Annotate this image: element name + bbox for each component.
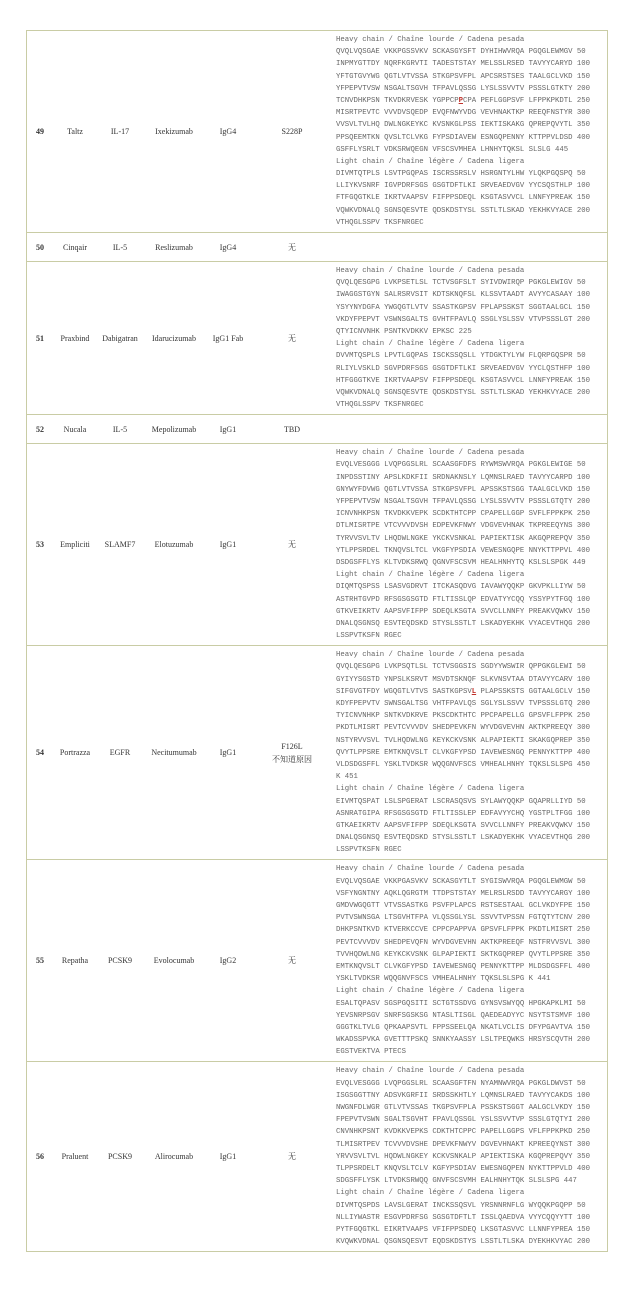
sequence-line: GTKVEIKRTV AAPSVFIFPP SDEQLKSGTA SVVCLLNNFY PREAKVQWKV 150 xyxy=(336,607,590,616)
sequence-line: TYRVVSVLTV LHQDWLNGKE YKCKVSNKAL PAPIEKTISK AKGQPREPQV 350 xyxy=(336,534,590,543)
sequence-line: QVQLQESGPG LVKPSQTLSL TCTVSGGSIS SGDYYWSWIR QPPGKGLEWI 50 xyxy=(336,663,586,672)
sequence-line: VTHQGLSSPV TKSFNRGEC xyxy=(336,218,424,227)
sequence-line: VVSVLTVLHQ DWLNGKEYKC KVSNKGLPSS IEKTISKAKG QPREPQVYTL 350 xyxy=(336,121,590,130)
drug-name: Reslizumab xyxy=(143,233,205,262)
sequence-line: PYTFGQGTKL EIKRTVAAPS VFIFPPSDEQ LKSGTASVVC LLNNFYPREA 150 xyxy=(336,1225,590,1234)
mutation-note xyxy=(251,233,333,262)
brand-name: Empliciti xyxy=(53,444,97,646)
sequence-line: IWAGGSTGYN SALRSRVSIT KDTSKNQFSL KLSSVTAADT AVYYCASAAY 100 xyxy=(336,291,590,300)
drug-name: Evolocumab xyxy=(143,860,205,1062)
drug-name: Alirocumab xyxy=(143,1062,205,1252)
sequence-line: KVQWKVDNAL QSGNSQESVT EQDSKDSTYS LSSTLTLSKA DYEKHKVYAC 200 xyxy=(336,1238,590,1247)
chain-header: Heavy chain / Chaîne lourde / Cadena pesada xyxy=(336,651,525,660)
brand-name: Taltz xyxy=(53,31,97,233)
chain-header: Light chain / Chaîne légère / Cadena ligera xyxy=(336,340,525,349)
sequence-line: CNVNHKPSNT KVDKKVEPKS CDKTHTCPPC PAPELLGGPS VFLFPPKPKD 250 xyxy=(336,1128,590,1137)
sequence-line: DHKPSNTKVD KTVERKCCVE CPPCPAPPVA GPSVFLFPPK PKDTLMISRT 250 xyxy=(336,926,590,935)
sequence-line: EVQLVESGGG LVQPGGSLRL SCAASGFDFS RYWMSWVRQA PGKGLEWIGE 50 xyxy=(336,461,586,470)
sequence-line: YFPEPVTVSW NSGALTSGVH TFPAVLQSSG LYSLSSVVTV PSSSLGTKTY 200 xyxy=(336,84,590,93)
brand-name: Praxbind xyxy=(53,262,97,415)
drug-name: Ixekizumab xyxy=(143,31,205,233)
chain-header: Heavy chain / Chaîne lourde / Cadena pesada xyxy=(336,449,525,458)
table-row xyxy=(27,444,608,646)
note-line: 无 xyxy=(288,956,296,966)
sequence-line: VQWKVDNALQ SGNSQESVTE QDSKDSTYSL SSTLTLSKAD YEKHKVYACE 200 xyxy=(336,206,590,215)
sequence-line: NSTYRVVSVL TVLHQDWLNG KEYKCKVSNK ALPAPIEKTI SKAKGQPREP 350 xyxy=(336,736,590,745)
sequence-line: FTFGQGTKLE IKRTVAAPSV FIFPPSDEQL KSGTASVVCL LNNFYPREAK 150 xyxy=(336,194,590,203)
sequence-cell xyxy=(333,233,608,262)
sequence-line: VKDYFPEPVT VSWNSGALTS GVHTFPAVLQ SSGLYSLSSV VTVPSSSLGT 200 xyxy=(336,315,590,324)
chain-header: Light chain / Chaîne légère / Cadena ligera xyxy=(336,157,525,166)
antibody-type: IgG1 xyxy=(205,646,251,860)
mutation-note xyxy=(251,1062,333,1252)
sequence-line: ICNVNHKPSN TKVDKKVEPK SCDKTHTCPP CPAPELLGGP SVFLFPPKPK 250 xyxy=(336,510,590,519)
sequence-line: GSFFLYSRLT VDKSRWQEGN VFSCSVMHEA LHNHYTQKSL SLSLG 445 xyxy=(336,145,569,154)
sequence-line: YFPEPVTVSW NSGALTSGVH TFPAVLQSSG LYSLSSVVTV PSSSLGTQTY 200 xyxy=(336,498,590,506)
drug-name: Elotuzumab xyxy=(143,444,205,646)
mutation-note xyxy=(251,444,333,646)
antibody-type: IgG2 xyxy=(205,860,251,1062)
antibody-type: IgG1 xyxy=(205,1062,251,1252)
row-number: 51 xyxy=(27,262,54,415)
sequence-line: ESALTQPASV SGSPGQSITI SCTGTSSDVG GYNSVSWYQQ HPGKAPKLMI 50 xyxy=(336,999,586,1008)
sequence-line: PPSQEEMTKN QVSLTCLVKG FYPSDIAVEW ESNGQPENNY KTTPPVLDSD 400 xyxy=(336,133,590,142)
sequence-line: GMDVWGQGTT VTVSSASTKG PSVFPLAPCS RSTSESTAAL GCLVKDYFPE 150 xyxy=(336,902,590,910)
sequence-cell xyxy=(333,1062,608,1252)
target: PCSK9 xyxy=(97,1062,143,1252)
sequence-line: VLDSDGSFFL YSKLTVDKSR WQQGNVFSCS VMHEALHNHY TQKSLSLSPG 450 xyxy=(336,760,590,769)
target: EGFR xyxy=(97,646,143,860)
sequence-line: ISGSGGTTNY ADSVKGRFII SRDSSKHTLY LQMNSLRAED TAVYYCAKDS 100 xyxy=(336,1091,590,1100)
sequence-line: DNALQSGNSQ ESVTEQDSKD STYSLSSTLT LSKADYEKHK VYACEVTHQG 200 xyxy=(336,619,590,628)
brand-name: Nucala xyxy=(53,415,97,444)
sequence-line: DTLMISRTPE VTCVVVDVSH EDPEVKFNWY VDGVEVHNAK TKPREEQYNS 300 xyxy=(336,522,590,531)
table-row xyxy=(27,860,608,1062)
sequence-line: YFTGTGVYWG QGTLVTVSSA STKGPSVFPL APCSRSTSES TAALGCLVKD 150 xyxy=(336,72,590,81)
sequence-line: KDYFPEPVTV SWNSGALTSG VHTFPAVLQS SGLYSLSSVV TVPSSSLGTQ 200 xyxy=(336,700,590,708)
mutation-note xyxy=(251,415,333,444)
sequence-line: QTYICNVNHK PSNTKVDKKV EPKSC 225 xyxy=(336,327,472,336)
sequence-line: EVQLVQSGAE VKKPGASVKV SCKASGYTLT SYGISWVRQA PGQGLEWMGW 50 xyxy=(336,877,586,886)
brand-name: Cinqair xyxy=(53,233,97,262)
sequence-line: LSSPVTKSFN RGEC xyxy=(336,846,402,855)
drug-name: Idarucizumab xyxy=(143,262,205,415)
note-line: TBD xyxy=(284,424,300,434)
chain-header: Heavy chain / Chaîne lourde / Cadena pesada xyxy=(336,267,525,275)
note-line: 无 xyxy=(288,242,296,252)
table-row xyxy=(27,415,608,444)
table-row xyxy=(27,233,608,262)
sequence-line: DNALQSGNSQ ESVTEQDSKD STYSLSSTLT LSKADYEKHK VYACEVTHQG 200 xyxy=(336,834,590,843)
sequence-line: LSSPVTKSFN RGEC xyxy=(336,632,402,641)
sequence-line: QVYTLPPSRE EMTKNQVSLT CLVKGFYPSD IAVEWESNGQ PENNYKTTPP 400 xyxy=(336,748,590,757)
note-line: S228P xyxy=(281,127,303,136)
chain-header: Heavy chain / Chaîne lourde / Cadena pesada xyxy=(336,1067,525,1076)
target: SLAMF7 xyxy=(97,444,143,646)
brand-name: Praluent xyxy=(53,1062,97,1252)
sequence-line: EVQLVESGGG LVQPGGSLRL SCAASGFTFN NYAMNWVRQA PGKGLDWVST 50 xyxy=(336,1079,586,1088)
sequence-line: DIQMTQSPSS LSASVGDRVT ITCKASQDVG IAVAWYQQKP GKVPKLLIYW 50 xyxy=(336,583,586,592)
sequence-cell xyxy=(333,444,608,646)
sequence-line: RLIYLVSKLD SGVPDRFSGS GSGTDFTLKI SRVEAEDVGV YYCLQSTHFP 100 xyxy=(336,364,590,373)
sequence-line: YTLPPSRDEL TKNQVSLTCL VKGFYPSDIA VEWESNGQPE NNYKTTPPVL 400 xyxy=(336,546,590,555)
sequence-line: QVQLVQSGAE VKKPGSSVKV SCKASGYSFT DYHIHWVRQA PGQGLEWMGV 50 xyxy=(336,48,586,57)
sequence-line: EMTKNQVSLT CLVKGFYPSD IAVEWESNGQ PENNYKTTPP MLDSDGSFFL 400 xyxy=(336,962,590,971)
sequence-cell xyxy=(333,262,608,415)
sequence-line: GTKAEIKRTV AAPSVFIFPP SDEQLKSGTA SVVCLLNNFY PREAKVQWKV 150 xyxy=(336,821,590,830)
antibody-type: IgG4 xyxy=(205,233,251,262)
row-number: 53 xyxy=(27,444,54,646)
sequence-line: QVQLQESGPG LVKPSETLSL TCTVSGFSLT SYIVDWIRQP PGKGLEWIGV 50 xyxy=(336,279,586,288)
sequence-line: SDGSFFLYSK LTVDKSRWQQ GNVFSCSVMH EALHNHYTQK SLSLSPG 447 xyxy=(336,1177,577,1186)
sequence-line: TVVHQDWLNG KEYKCKVSNK GLPAPIEKTI SKTKGQPREP QVYTLPPSRE 350 xyxy=(336,950,590,959)
sequence-line: HTFGGGTKVE IKRTVAAPSV FIFPPSDEQL KSGTASVVCL LNNFYPREAK 150 xyxy=(336,376,590,385)
target: IL-17 xyxy=(97,31,143,233)
table-row xyxy=(27,31,608,233)
sequence-cell xyxy=(333,415,608,444)
sequence-line: NWGNFDLWGR GTLVTVSSAS TKGPSVFPLA PSSKSTSGGT AALGCLVKDY 150 xyxy=(336,1104,590,1112)
antibody-type: IgG1 Fab xyxy=(205,262,251,415)
sequence-line: PVTVSWNSGA LTSGVHTFPA VLQSSGLYSL SSVVTVPSSN FGTQTYTCNV 200 xyxy=(336,914,590,923)
sequence-line: ASNRATGIPA RFSGSGSGTD FTLTISSLEP EDFAVYYCHQ YGSTPLTFGG 100 xyxy=(336,809,590,818)
note-line: F126L xyxy=(281,741,303,751)
sequence-line: NLLIYWASTR ESGVPDRFSG SGSGTDFTLT ISSLQAEDVA VYYCQQYYTT 100 xyxy=(336,1213,590,1222)
note-line: 不知道原因 xyxy=(272,754,312,764)
row-number: 49 xyxy=(27,31,54,233)
sequence-line: EIVMTQSPAT LSLSPGERAT LSCRASQSVS SYLAWYQQKP GQAPRLLIYD 50 xyxy=(336,797,586,806)
sequence-cell xyxy=(333,860,608,1062)
sequence-line: YSKLTVDKSR WQQGNVFSCS VMHEALHNHY TQKSLSLSPG K 441 xyxy=(336,975,551,984)
sequence-line: WKADSSPVKA GVETTTPSKQ SNNKYAASSY LSLTPEQWKS HRSYSCQVTH 200 xyxy=(336,1036,590,1045)
mutation-note xyxy=(251,860,333,1062)
sequence-cell xyxy=(333,646,608,860)
target: Dabigatran xyxy=(97,262,143,415)
sequence-line: MISRTPEVTC VVVDVSQEDP EVQFNWYVDG VEVHNAKTKP REEQFNSTYR 300 xyxy=(336,109,590,118)
mutation-note xyxy=(251,262,333,415)
sequence-line: ASTRHTGVPD RFSGSGSGTD FTLTISSLQP EDVATYYCQQ YSSYPYTFGQ 100 xyxy=(336,595,590,604)
row-number: 52 xyxy=(27,415,54,444)
note-line: 无 xyxy=(288,1152,296,1162)
target: IL-5 xyxy=(97,233,143,262)
sequence-line: TLPPSRDELT KNQVSLTCLV KGFYPSDIAV EWESNGQPEN NYKTTPPVLD 400 xyxy=(336,1164,590,1173)
sequence-line: PEVTCVVVDV SHEDPEVQFN WYVDGVEVHN AKTKPREEQF NSTFRVVSVL 300 xyxy=(336,938,590,947)
chain-header: Heavy chain / Chaîne lourde / Cadena pesada xyxy=(336,36,525,44)
sequence-line: GYIYYSGSTD YNPSLKSRVT MSVDTSKNQF SLKVNSVTAA DTAVYYCARV 100 xyxy=(336,675,590,684)
row-number: 56 xyxy=(27,1062,54,1252)
target: IL-5 xyxy=(97,415,143,444)
antibody-type: IgG4 xyxy=(205,31,251,233)
sequence-line: YRVVSVLTVL HQDWLNGKEY KCKVSNKALP APIEKTISKA KGQPREPQVY 350 xyxy=(336,1152,590,1161)
sequence-line: YSYYNYDGFA YWGQGTLVTV SSASTKGPSV FPLAPSSKST SGGTAALGCL 150 xyxy=(336,303,590,312)
chain-header: Heavy chain / Chaîne lourde / Cadena pesada xyxy=(336,865,525,874)
brand-name: Repatha xyxy=(53,860,97,1062)
drug-name: Necitumumab xyxy=(143,646,205,860)
table-row xyxy=(27,646,608,860)
mutation-note xyxy=(251,646,333,860)
sequence-line: VSFYNGNTNY AQKLQGRGTM TTDPSTSTAY MELRSLRSDD TAVYYCARGY 100 xyxy=(336,889,590,898)
antibody-table xyxy=(26,30,608,1252)
sequence-line: DIVMTQTPLS LSVTPGQPAS ISCRSSRSLV HSRGNTYLHW YLQKPGQSPQ 50 xyxy=(336,170,586,179)
row-number: 55 xyxy=(27,860,54,1062)
sequence-line: GNYWYFDVWG QGTLVTVSSA STKGPSVFPL APSSKSTSGG TAALGCLVKD 150 xyxy=(336,485,590,494)
chain-header: Light chain / Chaîne légère / Cadena ligera xyxy=(336,571,525,580)
sequence-line: VTHQGLSSPV TKSFNRGEC xyxy=(336,401,424,410)
mutated-residue: P xyxy=(458,96,463,105)
note-line: 无 xyxy=(288,540,296,550)
sequence-line: YEVSNRPSGV SNRFSGSKSG NTASLTISGL QAEDEADYYC NSYTSTSMVF 100 xyxy=(336,1011,590,1020)
sequence-line: GGGTKLTVLG QPKAAPSVTL FPPSSEELQA NKATLVCLIS DFYPGAVTVA 150 xyxy=(336,1023,590,1032)
sequence-line: INPMYGTTDY NQRFKGRVTI TADESTSTAY MELSSLRSED TAVYYCARYD 100 xyxy=(336,60,590,69)
row-number: 54 xyxy=(27,646,54,860)
sequence-cell xyxy=(333,31,608,233)
sequence-line: PKDTLMISRT PEVTCVVVDV SHEDPEVKFN WYVDGVEVHN AKTKPREEQY 300 xyxy=(336,724,590,733)
sequence-line: LLIYKVSNRF IGVPDRFSGS GSGTDFTLKI SRVEAEDVGV YYCSQSTHLP 100 xyxy=(336,182,590,191)
antibody-type: IgG1 xyxy=(205,444,251,646)
table-row xyxy=(27,1062,608,1252)
row-number: 50 xyxy=(27,233,54,262)
sequence-line: TLMISRTPEV TCVVVDVSHE DPEVKFNWYV DGVEVHNAKT KPREEQYNST 300 xyxy=(336,1140,590,1149)
sequence-line: SIFGVGTFDY WGQGTLVTVS SASTKGPSVL PLAPSSKSTS GGTAALGCLV 150 xyxy=(336,687,590,696)
sequence-line: VQWKVDNALQ SGNSQESVTE QDSKDSTYSL SSTLTLSKAD YEKHKVYACE 200 xyxy=(336,388,590,397)
antibody-type: IgG1 xyxy=(205,415,251,444)
chain-header: Light chain / Chaîne légère / Cadena ligera xyxy=(336,785,525,794)
drug-name: Mepolizumab xyxy=(143,415,205,444)
chain-header: Light chain / Chaîne légère / Cadena ligera xyxy=(336,1189,525,1198)
target: PCSK9 xyxy=(97,860,143,1062)
table-row xyxy=(27,262,608,415)
mutated-residue: L xyxy=(471,687,477,696)
chain-header: Light chain / Chaîne légère / Cadena ligera xyxy=(336,987,525,996)
sequence-line: K 451 xyxy=(336,773,358,782)
note-line: 无 xyxy=(288,333,296,343)
sequence-line: INPDSSTINY APSLKDKFII SRDNAKNSLY LQMNSLRAED TAVYYCARPD 100 xyxy=(336,473,590,482)
sequence-line: DIVMTQSPDS LAVSLGERAT INCKSSQSVL YRSNNRNFLG WYQQKPGQPP 50 xyxy=(336,1201,586,1210)
sequence-line: EGSTVEKTVA PTECS xyxy=(336,1048,407,1057)
sequence-line: FPEPVTVSWN SGALTSGVHT FPAVLQSSGL YSLSSVVTVP SSSLGTQTYI 200 xyxy=(336,1116,590,1125)
sequence-line: TCNVDHKPSN TKVDKRVESK YGPPCPPCPA PEFLGGPSVF LFPPKPKDTL 250 xyxy=(336,96,590,105)
mutation-note xyxy=(251,31,333,233)
sequence-line: DSDGSFFLYS KLTVDKSRWQ QGNVFSCSVM HEALHNHYTQ KSLSLSPGK 449 xyxy=(336,558,586,567)
sequence-line: TYICNVNHKP SNTKVDKRVE PKSCDKTHTC PPCPAPELLG GPSVFLFPPK 250 xyxy=(336,712,590,721)
brand-name: Portrazza xyxy=(53,646,97,860)
sequence-line: DVVMTQSPLS LPVTLGQPAS ISCKSSQSLL YTDGKTYLYW FLQRPGQSPR 50 xyxy=(336,352,586,361)
